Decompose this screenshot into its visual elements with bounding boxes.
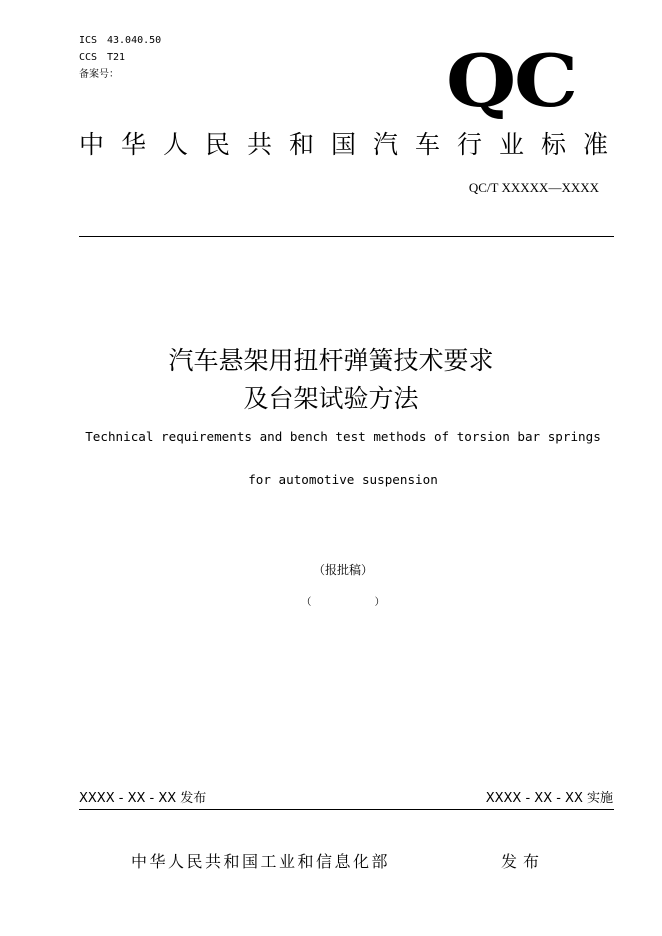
draft-note-parentheses: （ ） bbox=[301, 597, 415, 608]
record-number-label: 备案号： bbox=[79, 69, 119, 80]
issuing-authority: 中华人民共和国工业和信息化部 bbox=[131, 852, 391, 871]
header-divider bbox=[79, 236, 614, 237]
document-title-cn-line2: 及台架试验方法 bbox=[243, 384, 419, 413]
ccs-code bbox=[79, 52, 125, 64]
ccs-value: T21 bbox=[107, 52, 126, 63]
document-title-cn-line1: 汽车悬架用扭杆弹簧技术要求 bbox=[168, 346, 494, 375]
qc-logo: QC bbox=[446, 38, 576, 123]
issue-date: XXXX - XX - XX 发布 bbox=[79, 791, 207, 806]
ics-value: 43.040.50 bbox=[107, 35, 162, 46]
issue-action-label: 发布 bbox=[501, 852, 546, 871]
ccs-label: CCS bbox=[79, 52, 98, 63]
ics-code bbox=[79, 35, 161, 47]
document-title-en-line2: for automotive suspension bbox=[248, 472, 438, 487]
standard-number: QC/T XXXXX—XXXX bbox=[468, 180, 599, 195]
footer-divider bbox=[79, 809, 614, 810]
implementation-date: XXXX - XX - XX 实施 bbox=[485, 791, 613, 806]
draft-status: （报批稿） bbox=[312, 563, 373, 577]
document-title-en-line1: Technical requirements and bench test methods of torsion bar springs bbox=[85, 429, 601, 444]
ics-label: ICS bbox=[79, 35, 98, 46]
standard-category-title: 中华人民共和国汽车行业标准 bbox=[79, 130, 626, 159]
